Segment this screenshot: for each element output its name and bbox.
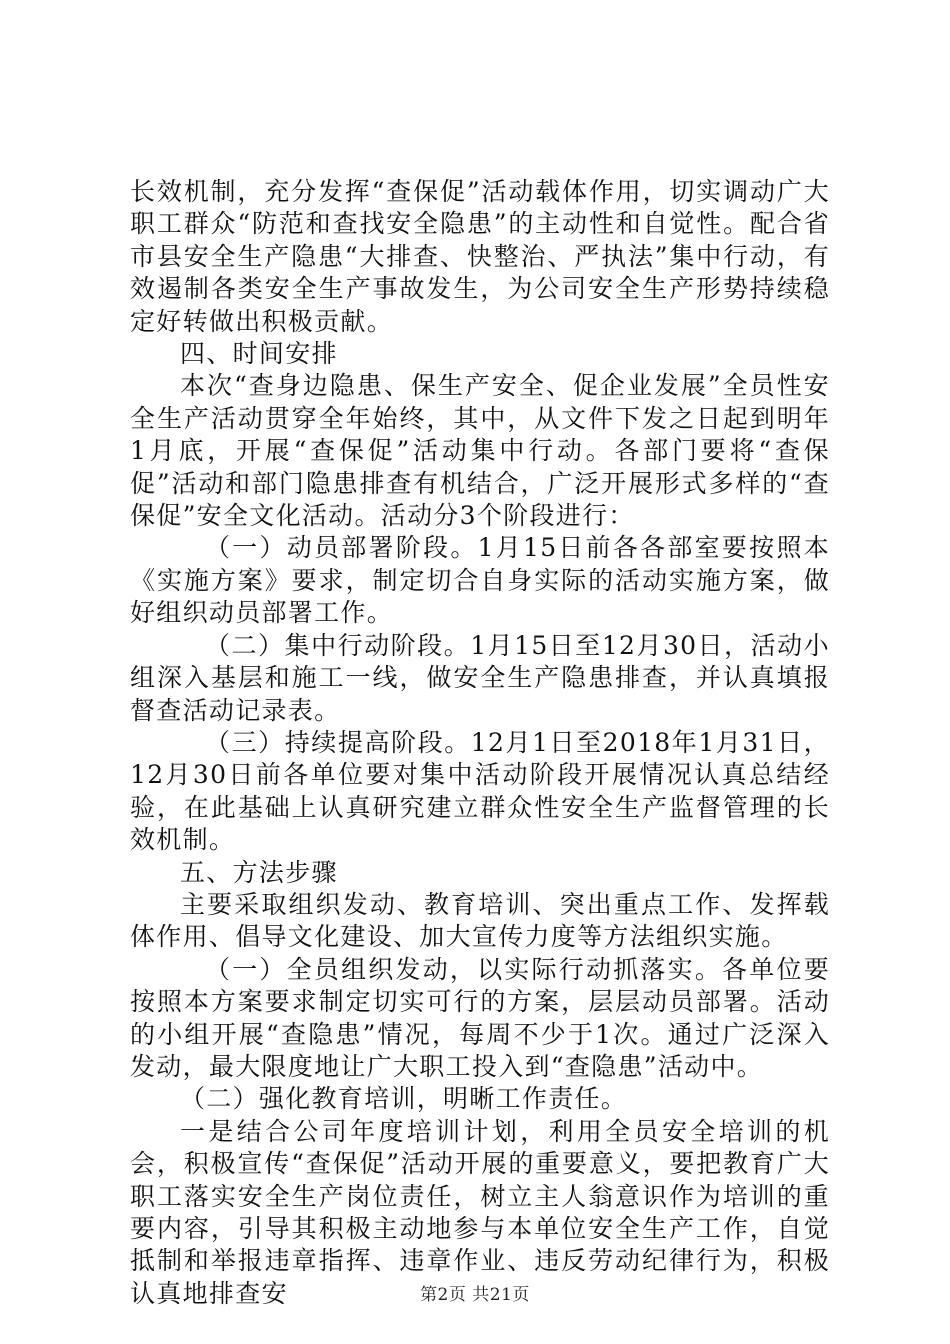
document-body	[130, 176, 830, 1310]
subsection-heading: （二）强化教育培训，明晰工作责任。	[180, 1084, 628, 1114]
paragraph: （二）集中行动阶段。1月15日至12月30日，活动小组深入基层和施工一线，做安全生产隐患排查，并认真填报督查活动记录表。	[130, 630, 830, 725]
page-footer	[0, 1280, 950, 1305]
paragraph: 一是结合公司年度培训计划，利用全员安全培训的机会，积极宣传“查保促”活动开展的重要意义，要把教育广大职工落实安全生产岗位责任，树立主人翁意识作为培训的重要内容，引导其积极主动地参与本单位安全生产工作，自觉抵制和举报违章指挥、违章作业、违反劳动纪律行为，积极认真地排查安	[130, 1116, 830, 1308]
page-number: 第2页 共21页	[420, 1285, 530, 1305]
section-heading: 五、方法步骤	[180, 857, 338, 887]
paragraph: （三）持续提高阶段。12月1日至2018年1月31日，12月30日前各单位要对集中活动阶段开展情况认真总结经验，在此基础上认真研究建立群众性安全生产监督管理的长效机制。	[130, 727, 830, 855]
paragraph: （一）全员组织发动，以实际行动抓落实。各单位要按照本方案要求制定切实可行的方案，层层动员部署。活动的小组开展“查隐患”情况，每周不少于1次。通过广泛深入发动，最大限度地让广大职工投入到“查隐患”活动中。	[130, 954, 830, 1081]
paragraph: 长效机制，充分发挥“查保促”活动载体作用，切实调动广大职工群众“防范和查找安全隐患”的主动性和自觉性。配合省市县安全生产隐患“大排查、快整治、严执法”集中行动，有效遏制各类安全生产事故发生，为公司安全生产形势持续稳定好转做出积极贡献。	[130, 177, 830, 336]
paragraph: （一）动员部署阶段。1月15日前各各部室要按照本《实施方案》要求，制定切合自身实际的活动实施方案，做好组织动员部署工作。	[130, 533, 830, 628]
paragraph: 主要采取组织发动、教育培训、突出重点工作、发挥载体作用、倡导文化建设、加大宣传力度等方法组织实施。	[130, 889, 830, 952]
section-heading: 四、时间安排	[180, 339, 338, 369]
paragraph: 本次“查身边隐患、保生产安全、促企业发展”全员性安全生产活动贯穿全年始终，其中，从文件下发之日起到明年1月底，开展“查保促”活动集中行动。各部门要将“查保促”活动和部门隐患排查有机结合，广泛开展形式多样的“查保促”安全文化活动。活动分3个阶段进行：	[130, 371, 830, 531]
